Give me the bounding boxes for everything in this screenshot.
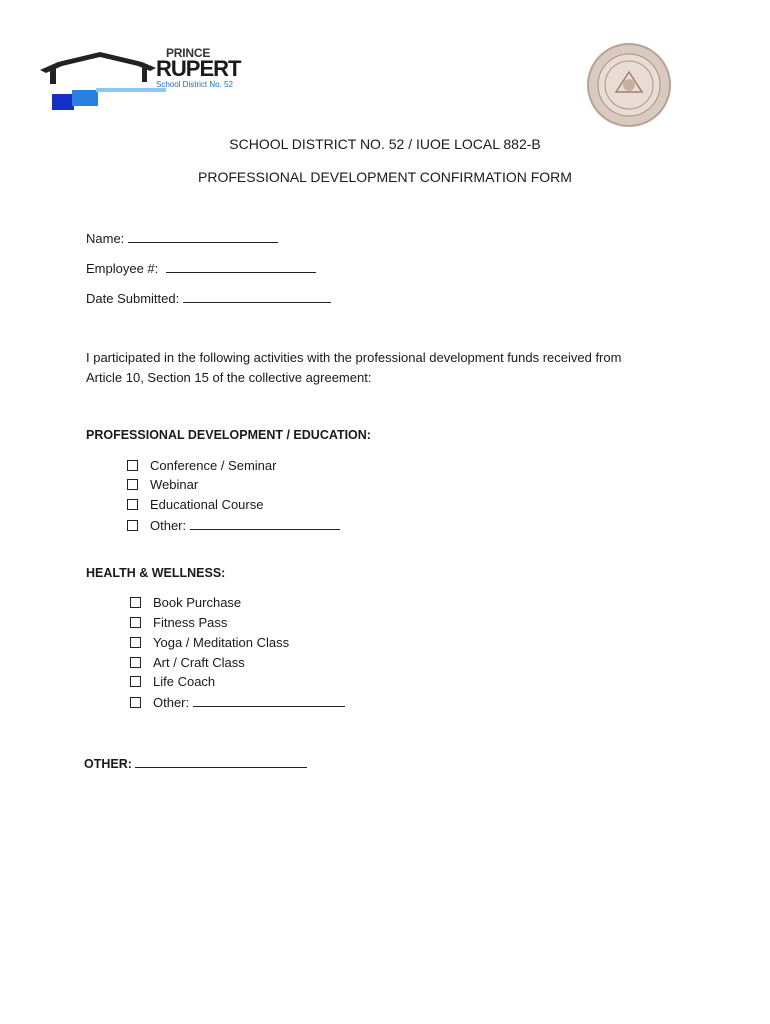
checkbox-label: Life Coach: [153, 674, 216, 689]
intro-line-1: I participated in the following activities with the professional development funds received from: [86, 350, 622, 365]
name-label: Name:: [86, 231, 125, 246]
date-label: Date Submitted:: [86, 291, 180, 306]
seal-icon: [586, 42, 672, 128]
union-seal: [586, 42, 672, 128]
checkbox-label: Book Purchase: [153, 595, 242, 610]
checkbox-icon[interactable]: [130, 657, 141, 668]
checkbox-icon[interactable]: [130, 637, 141, 648]
checkbox-label: Webinar: [150, 477, 199, 492]
other-blank[interactable]: [135, 755, 307, 768]
checkbox-icon[interactable]: [130, 617, 141, 628]
checkbox-hw-other[interactable]: [130, 694, 345, 710]
checkbox-art-craft[interactable]: [130, 655, 245, 670]
form-title: SCHOOL DISTRICT NO. 52 / IUOE LOCAL 882-B: [229, 136, 541, 152]
checkbox-label: Art / Craft Class: [153, 655, 245, 670]
employee-field[interactable]: [86, 260, 316, 276]
name-blank[interactable]: [128, 230, 278, 243]
checkbox-label: Yoga / Meditation Class: [153, 635, 290, 650]
other-label: OTHER:: [84, 757, 132, 771]
checkbox-icon[interactable]: [127, 520, 138, 531]
checkbox-fitness-pass[interactable]: [130, 615, 227, 630]
checkbox-webinar[interactable]: [127, 477, 198, 492]
checkbox-label: Other:: [150, 518, 187, 533]
roof-logo-icon: [38, 44, 168, 112]
checkbox-label: Conference / Seminar: [150, 458, 277, 473]
logo-prince-text: PRINCE: [166, 46, 211, 60]
pd-section-heading: PROFESSIONAL DEVELOPMENT / EDUCATION:: [86, 428, 371, 442]
checkbox-yoga[interactable]: [130, 635, 289, 650]
checkbox-icon[interactable]: [127, 499, 138, 510]
school-district-logo: [38, 44, 248, 112]
other-field[interactable]: [84, 755, 307, 771]
checkbox-icon[interactable]: [127, 479, 138, 490]
logo-rupert-text: RUPERT: [156, 56, 241, 81]
employee-label: Employee #:: [86, 261, 159, 276]
date-blank[interactable]: [183, 290, 331, 303]
checkbox-pd-other[interactable]: [127, 517, 340, 533]
intro-paragraph: [86, 348, 686, 388]
checkbox-icon[interactable]: [127, 460, 138, 471]
form-subtitle: PROFESSIONAL DEVELOPMENT CONFIRMATION FORM: [198, 169, 572, 185]
checkbox-life-coach[interactable]: [130, 674, 215, 689]
checkbox-label: Other:: [153, 695, 190, 710]
checkbox-icon[interactable]: [130, 697, 141, 708]
pd-other-blank[interactable]: [190, 517, 340, 530]
hw-other-blank[interactable]: [193, 694, 345, 707]
checkbox-conference[interactable]: [127, 458, 276, 473]
hw-section-heading: HEALTH & WELLNESS:: [86, 566, 226, 580]
intro-line-2: Article 10, Section 15 of the collective agreement:: [86, 370, 372, 385]
date-field[interactable]: [86, 290, 331, 306]
checkbox-icon[interactable]: [130, 676, 141, 687]
checkbox-label: Fitness Pass: [153, 615, 228, 630]
employee-blank[interactable]: [166, 260, 316, 273]
name-field[interactable]: [86, 230, 278, 246]
checkbox-label: Educational Course: [150, 497, 264, 512]
checkbox-icon[interactable]: [130, 597, 141, 608]
logo-subtitle: School District No. 52: [156, 80, 233, 89]
checkbox-book-purchase[interactable]: [130, 595, 241, 610]
checkbox-educational-course[interactable]: [127, 497, 263, 512]
